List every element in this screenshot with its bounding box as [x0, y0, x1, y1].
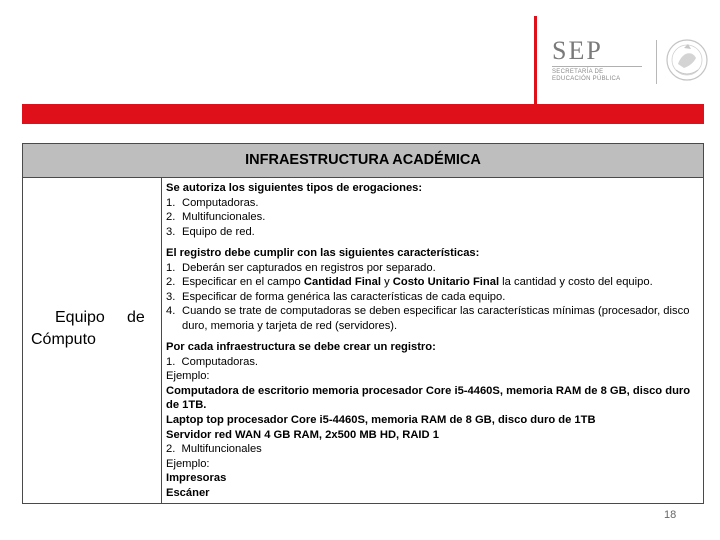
logo-separator [656, 40, 657, 84]
list-item: 1. Computadoras. [166, 196, 259, 209]
national-seal-icon [664, 34, 710, 86]
example-item: Laptop top procesador Core i5-4460S, memoria RAM de 8 GB, disco duro de 1TB [166, 413, 596, 426]
section-heading: Por cada infraestructura se debe crear un registro: [166, 341, 436, 353]
logo-subtitle-2: EDUCACIÓN PÚBLICA [552, 76, 621, 82]
category-label-line1: Equipo [55, 309, 105, 326]
list-item: 2. Especificar en el campo Cantidad Final y Costo Unitario Final la cantidad y costo del equipo. [166, 276, 653, 289]
logo-subtitle-1: SECRETARÍA DE [552, 69, 604, 75]
section-heading: Se autoriza los siguientes tipos de erogaciones: [166, 182, 423, 194]
category-label-de: de [127, 309, 145, 326]
column-divider [161, 177, 162, 503]
list-item: 1. Deberán ser capturados en registros por separado. [166, 261, 436, 274]
list-item: 2. Multifuncionales [166, 443, 262, 456]
sep-logo [552, 38, 644, 83]
category-label-line2: Cómputo [31, 331, 96, 348]
list-item: 3. Equipo de red. [166, 225, 255, 238]
table-header [23, 144, 703, 178]
sep-logo-text: SEP [552, 36, 603, 65]
logo-divider [552, 66, 642, 67]
category-cell [23, 177, 161, 503]
header-red-divider [534, 16, 537, 106]
list-item: 2. Multifuncionales. [166, 211, 266, 224]
example-label: Ejemplo: [166, 457, 210, 470]
page-number: 18 [664, 509, 677, 521]
section-heading: El registro debe cumplir con las siguientes características: [166, 247, 480, 259]
header-red-bar [22, 104, 704, 124]
list-item: 3. Especificar de forma genérica las características de cada equipo. [166, 290, 506, 303]
example-item: Computadora de escritorio memoria procesador Core i5-4460S, memoria RAM de 8 GB, disco duro de 1TB. [166, 384, 691, 412]
example-item: Impresoras [166, 472, 227, 485]
example-item: Servidor red WAN 4 GB RAM, 2x500 MB HD, RAID 1 [166, 428, 439, 441]
list-item: 4. Cuando se trate de computadoras se deben especificar las características mínimas (procesador, disco duro, memoria y tarjeta de red (servidores). [166, 305, 690, 332]
section-registro [166, 340, 701, 501]
example-item: Escáner [166, 486, 210, 499]
section-erogaciones [166, 181, 701, 239]
section-caracteristicas [166, 246, 701, 334]
example-label: Ejemplo: [166, 370, 210, 383]
table-title: INFRAESTRUCTURA ACADÉMICA [245, 152, 481, 168]
content-table [22, 143, 704, 504]
list-item: 1. Computadoras. [166, 355, 259, 368]
